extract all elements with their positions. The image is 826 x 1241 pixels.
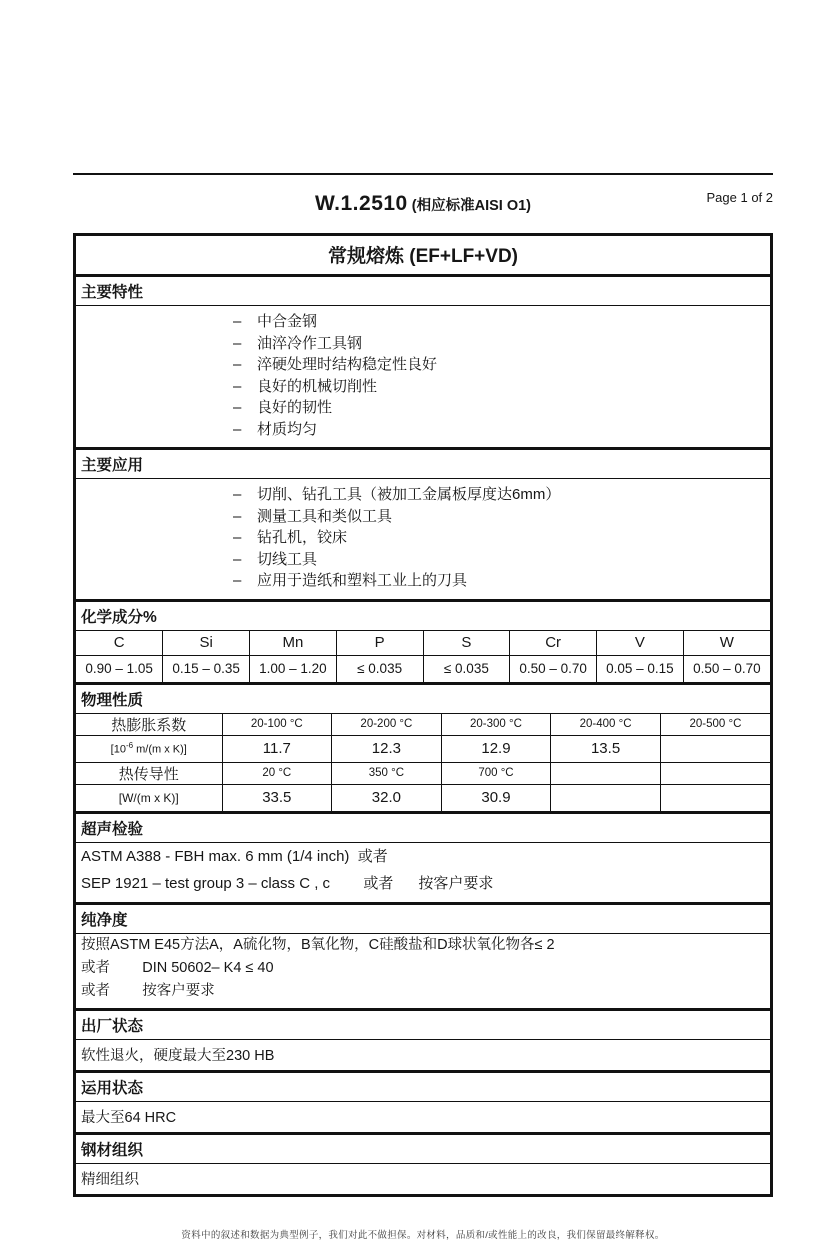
expansion-value: 13.5 [551, 735, 661, 762]
section-heading-purity: 纯净度 [76, 905, 770, 934]
section-body-purity [76, 934, 770, 1011]
dash-marker: – [233, 377, 242, 395]
chem-col-header: Mn [250, 631, 337, 656]
list-item-text: 应用于造纸和塑料工业上的刀具 [257, 572, 468, 589]
section-body-ultrasonic [76, 843, 770, 905]
chem-col-header: P [336, 631, 423, 656]
chem-value: 0.05 – 0.15 [597, 655, 684, 682]
conductivity-value: 30.9 [441, 784, 551, 811]
chem-value: 0.90 – 1.05 [76, 655, 163, 682]
list-item-text: 测量工具和类似工具 [257, 507, 393, 525]
chem-header-row [76, 631, 770, 656]
dash-marker: – [233, 356, 242, 373]
list-item [233, 484, 770, 506]
conductivity-value [551, 784, 661, 811]
unit-rest: m/(m x K)] [133, 743, 187, 756]
list-item-text: 良好的韧性 [257, 399, 333, 416]
list-item [233, 354, 770, 376]
conductivity-value [660, 784, 770, 811]
chem-value: 0.50 – 0.70 [510, 655, 597, 682]
section-body-applications [76, 479, 770, 602]
chem-value: ≤ 0.035 [336, 655, 423, 682]
list-item [233, 570, 770, 592]
list-item-text: 切线工具 [257, 550, 318, 568]
section-body-physical [76, 714, 770, 814]
list-item-text: 良好的机械切削性 [257, 377, 378, 395]
list-item [233, 419, 770, 441]
section-heading-structure: 钢材组织 [76, 1135, 770, 1164]
section-heading-features: 主要特性 [76, 277, 770, 306]
temp-header: 20 °C [222, 762, 332, 784]
purity-line-3: 或者 按客户要求 [81, 982, 215, 999]
conductivity-value-row [76, 784, 770, 811]
chem-col-header: Si [163, 631, 250, 656]
temp-header: 700 °C [441, 762, 551, 784]
dash-marker: – [233, 529, 242, 546]
expansion-unit [76, 735, 222, 762]
purity-line-2: 或者 DIN 50602– K4 ≤ 40 [81, 959, 274, 976]
temp-header: 20-200 °C [332, 714, 442, 736]
section-body-features [76, 306, 770, 450]
features-list [76, 306, 770, 447]
chem-col-header: Cr [510, 631, 597, 656]
expansion-value: 11.7 [222, 735, 332, 762]
delivery-text: 软性退火，硬度最大至230 HB [81, 1047, 275, 1064]
dash-marker: – [233, 420, 242, 438]
section-body-chemistry [76, 631, 770, 685]
expansion-label: 热膨胀系数 [76, 714, 222, 736]
expansion-value [660, 735, 770, 762]
conductivity-temp-row [76, 762, 770, 784]
list-item [233, 376, 770, 398]
dash-marker: – [233, 313, 242, 330]
footer-disclaimer: 资料中的叙述和数据为典型例子，我们对此不做担保。对材料，品质和/或性能上的改良，我们保留最终解释权。 [181, 1229, 665, 1241]
list-item-text: 淬硬处理时结构稳定性良好 [257, 356, 438, 373]
expansion-value: 12.3 [332, 735, 442, 762]
temp-header: 20-100 °C [222, 714, 332, 736]
chem-value: 0.50 – 0.70 [683, 655, 770, 682]
chemical-composition-table [76, 631, 770, 682]
list-item [233, 397, 770, 419]
temp-header [551, 762, 661, 784]
temp-header [660, 762, 770, 784]
purity-line-1: 按照ASTM E45方法A，A硫化物，B氧化物，C硅酸盐和D球状氧化物各≤ 2 [81, 936, 555, 953]
section-heading-ultrasonic: 超声检验 [76, 814, 770, 843]
expansion-value-row [76, 735, 770, 762]
list-item-text: 切削、钻孔工具（被加工金属板厚度达6mm） [257, 486, 561, 503]
page-number: Page 1 of 2 [706, 190, 773, 205]
document-content [73, 173, 773, 1241]
list-item [233, 549, 770, 571]
list-item-text: 油淬冷作工具钢 [257, 334, 363, 352]
physical-properties-table [76, 714, 770, 811]
list-item [233, 311, 770, 333]
section-heading-physical: 物理性质 [76, 685, 770, 714]
unit-exponent: -6 [125, 741, 134, 751]
section-heading-applications: 主要应用 [76, 450, 770, 479]
grade-subtitle: (相应标准AISI O1) [407, 198, 531, 214]
temp-header: 350 °C [332, 762, 442, 784]
applications-list [76, 479, 770, 599]
temp-header: 20-500 °C [660, 714, 770, 736]
conductivity-value: 33.5 [222, 784, 332, 811]
expansion-temp-row [76, 714, 770, 736]
conductivity-value: 32.0 [332, 784, 442, 811]
ultrasonic-line-1: ASTM A388 - FBH max. 6 mm (1/4 inch) 或者 [81, 847, 388, 865]
section-heading-service: 运用状态 [76, 1073, 770, 1102]
list-item [233, 333, 770, 355]
conductivity-label: 热传导性 [76, 762, 222, 784]
document-header [73, 192, 773, 222]
list-item-text: 材质均匀 [257, 420, 318, 438]
section-body-delivery [76, 1040, 770, 1073]
service-text: 最大至64 HRC [81, 1109, 177, 1126]
ultrasonic-line-2: SEP 1921 – test group 3 – class C , c 或者 按客户要求 [81, 874, 494, 892]
section-body-structure [76, 1164, 770, 1194]
dash-marker: – [233, 550, 242, 568]
grade-title: W.1.2510 [315, 192, 408, 215]
list-item-text: 中合金钢 [257, 313, 318, 330]
unit-base: [10 [110, 743, 126, 756]
dash-marker: – [233, 507, 242, 525]
section-heading-delivery: 出厂状态 [76, 1011, 770, 1040]
spec-table [73, 233, 773, 1197]
list-item [233, 506, 770, 528]
chem-col-header: V [597, 631, 684, 656]
chem-value: 1.00 – 1.20 [250, 655, 337, 682]
dash-marker: – [233, 399, 242, 416]
chem-value: ≤ 0.035 [423, 655, 510, 682]
header-rule [73, 173, 773, 175]
section-heading-chemistry: 化学成分% [76, 602, 770, 631]
chem-col-header: S [423, 631, 510, 656]
conductivity-unit: [W/(m x K)] [76, 784, 222, 811]
temp-header: 20-300 °C [441, 714, 551, 736]
dash-marker: – [233, 486, 242, 503]
chem-col-header: C [76, 631, 163, 656]
expansion-value: 12.9 [441, 735, 551, 762]
chem-value: 0.15 – 0.35 [163, 655, 250, 682]
list-item [233, 527, 770, 549]
dash-marker: – [233, 334, 242, 352]
structure-text: 精细组织 [81, 1171, 139, 1188]
section-body-service [76, 1102, 770, 1135]
melt-process-title: 常规熔炼 (EF+LF+VD) [76, 236, 770, 277]
list-item-text: 钻孔机，铰床 [257, 529, 348, 546]
chem-col-header: W [683, 631, 770, 656]
dash-marker: – [233, 572, 242, 589]
temp-header: 20-400 °C [551, 714, 661, 736]
chem-value-row [76, 655, 770, 682]
